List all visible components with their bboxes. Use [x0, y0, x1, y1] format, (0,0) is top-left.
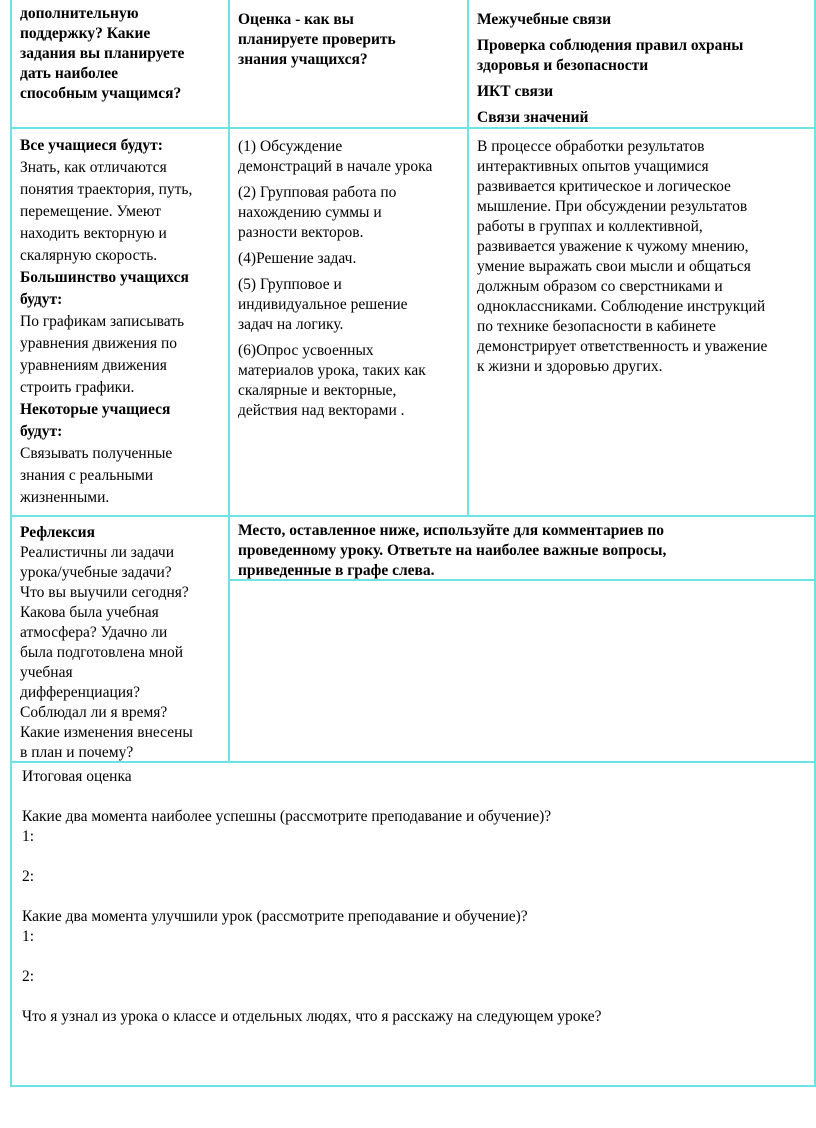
most-students-heading: Большинство учащихся — [20, 269, 189, 286]
ict-links: ИКТ связи — [477, 83, 554, 100]
cross-curricular-details-cell — [467, 127, 816, 517]
cross-curricular-cell — [467, 0, 816, 129]
answer-label-1: 1: — [22, 828, 35, 845]
answer-label-1: 1: — [22, 928, 35, 945]
cross-curricular-paragraph: В процессе обработки результатов интерактивных опытов учащимися развивается критическое и логическое мышление. При обсуждении результатов работы в группах и коллективной, развивается уважение к чужому мнению, умение выражать свои мысли и общаться должным образом со сверстниками и одноклассниками. Соблюдение инструкций по технике безопасности в кабинете демонстрирует ответственность и уважение к жизни и здоровью других. — [477, 138, 768, 375]
assessment-item: (1) Обсуждение демонстраций в начале урока — [238, 138, 433, 175]
assessment-item: (4)Решение задач. — [238, 250, 357, 267]
assessment-header-cell — [228, 0, 469, 129]
assessment-item: (2) Групповая работа по нахождению суммы и разности векторов. — [238, 184, 397, 241]
assessment-item: (6)Опрос усвоенных материалов урока, таких как скалярные и векторные, действия над векторами . — [238, 342, 426, 419]
reflection-instructions-cell — [228, 515, 816, 581]
assessment-methods-list — [238, 137, 459, 421]
all-students-heading: Все учащиеся будут: — [20, 137, 163, 154]
some-students-heading: Некоторые учащиеся — [20, 401, 171, 418]
reflection-heading: Рефлексия — [20, 524, 95, 541]
assessment-methods-cell — [228, 127, 469, 517]
assessment-question: Оценка - как вы планируете проверить знания учащихся? — [238, 11, 396, 68]
differentiation-question: дополнительную поддержку? Какие задания вы планируете дать наиболее способным учащимся? — [20, 5, 185, 102]
answer-label-2: 2: — [22, 868, 35, 885]
question-improved: Какие два момента улучшили урок (рассмотрите преподавание и обучение)? — [22, 908, 528, 925]
differentiation-cell — [10, 0, 230, 129]
values-links: Связи значений — [477, 109, 589, 126]
question-successful: Какие два момента наиболее успешны (рассмотрите преподавание и обучение)? — [22, 808, 552, 825]
summary-title: Итоговая оценка — [22, 768, 132, 785]
assessment-item: (5) Групповое и индивидуальное решение задач на логику. — [238, 276, 408, 333]
reflection-cell: Рефлексия Реалистичны ли задачи урока/учебные задачи? Что вы выучили сегодня? Какова была учебная атмосфера? Удачно ли была подготовлена мной учебная дифференциация? Соблюдал ли я время? Какие изменения внесены в план и почему? — [10, 515, 230, 763]
learning-outcomes-cell: Все учащиеся будут: Знать, как отличаются понятия траектория, путь, перемещение. Умеют находить векторную и скалярную скорость. Большинство учащихся будут: По графикам записывать уравнения движения по уравнениям движения строить графики. Некоторые учащиеся будут: Связывать полученные знания с реальными жизненными. — [10, 127, 230, 517]
summary-evaluation-cell — [10, 761, 816, 1087]
summary-evaluation — [22, 767, 804, 1027]
question-learned: Что я узнал из урока о классе и отдельных людях, что я расскажу на следующем уроке? — [22, 1008, 602, 1025]
comments-area[interactable] — [228, 579, 816, 763]
cross-curricular-title: Межучебные связи — [477, 11, 612, 28]
cross-curricular-links: Межучебные связи Проверка соблюдения правил охраны здоровья и безопасности ИКТ связи Связи значений — [477, 10, 806, 128]
answer-label-2: 2: — [22, 968, 35, 985]
reflection-instructions: Место, оставленное ниже, используйте для комментариев по проведенному уроку. Ответьте на наиболее важные вопросы, приведенные в графе слева. — [238, 522, 667, 579]
